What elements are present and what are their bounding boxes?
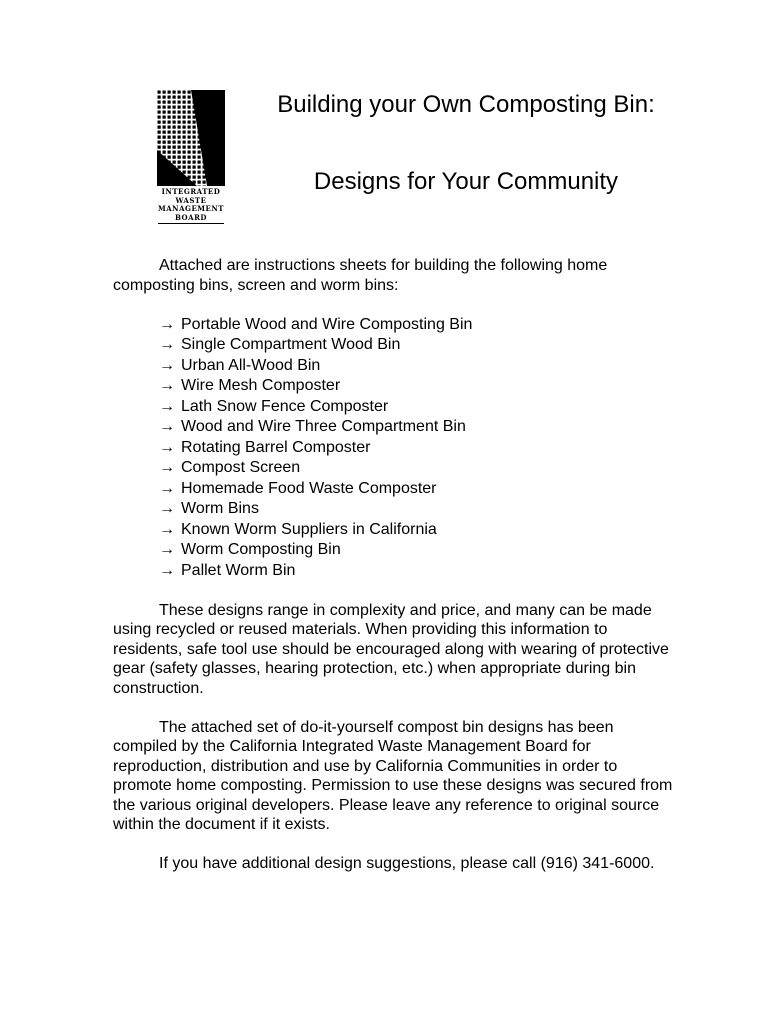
list-item (159, 479, 673, 500)
arrow-icon: → (159, 397, 175, 415)
arrow-icon: → (159, 418, 175, 435)
logo-line: WASTE (175, 195, 207, 205)
list-item (159, 438, 673, 459)
list-item-label: Rotating Barrel Composter (181, 438, 371, 456)
arrow-icon: → (159, 377, 175, 394)
logo-line: MANAGEMENT (157, 204, 224, 213)
list-item (159, 356, 673, 377)
list-item-label: Pallet Worm Bin (181, 561, 296, 579)
list-item-label: Lath Snow Fence Composter (181, 397, 389, 415)
arrow-icon: → (159, 356, 175, 374)
list-item-label: Single Compartment Wood Bin (181, 336, 401, 353)
logo-caption (154, 188, 228, 222)
page-title: Building your Own Composting Bin: (277, 91, 655, 118)
arrow-icon: → (159, 438, 175, 456)
ciwmb-logo-mark (157, 90, 225, 186)
document-body (113, 256, 673, 874)
list-item (159, 499, 673, 520)
list-item (159, 315, 673, 336)
arrow-icon: → (159, 561, 175, 579)
list-item (159, 520, 673, 541)
list-item-label: Worm Composting Bin (181, 541, 341, 558)
list-item-label: Known Worm Suppliers in California (181, 520, 437, 538)
list-item-label: Portable Wood and Wire Composting Bin (181, 315, 473, 333)
logo-underline (158, 223, 224, 224)
list-item-label: Wire Mesh Composter (181, 377, 341, 394)
title-block (270, 90, 662, 196)
body-paragraph: These designs range in complexity and price, and many can be made using recycled or reused materials. When providing this information to residents, safe tool use should be encouraged along with wearing of protective gear (safety glasses, hearing protection, etc.) when appropriate during bin construction. (113, 601, 669, 697)
ciwmb-logo (154, 88, 228, 226)
list-item-label: Compost Screen (181, 459, 301, 476)
arrow-icon: → (159, 479, 175, 497)
list-item (159, 376, 673, 397)
list-item-label: Worm Bins (181, 500, 259, 517)
arrow-icon: → (159, 315, 175, 333)
list-item-label: Wood and Wire Three Compartment Bin (181, 418, 466, 435)
arrow-icon: → (159, 500, 175, 517)
arrow-icon: → (159, 336, 175, 353)
list-item (159, 335, 673, 356)
design-list (159, 315, 673, 582)
arrow-icon: → (159, 541, 175, 558)
list-item-label: Urban All-Wood Bin (181, 356, 321, 374)
arrow-icon: → (159, 459, 175, 476)
logo-line: BOARD (175, 212, 207, 222)
intro-paragraph: Attached are instructions sheets for building the following home composting bins, screen and worm bins: (113, 257, 608, 294)
list-item (159, 458, 673, 479)
list-item (159, 417, 673, 438)
logo-line: INTEGRATED (161, 187, 221, 196)
list-item-label: Homemade Food Waste Composter (181, 479, 437, 497)
list-item (159, 540, 673, 561)
list-item (159, 397, 673, 418)
page-subtitle: Designs for Your Community (313, 168, 619, 195)
body-paragraph: The attached set of do-it-yourself compost bin designs has been compiled by the California Integrated Waste Management Board for reproduction, distribution and use by California Communities in order to promote home composting. Permission to use these designs was secured from the various original developers. Please leave any reference to original source within the document if it exists. (113, 718, 673, 833)
arrow-icon: → (159, 520, 175, 538)
contact-paragraph: If you have additional design suggestions, please call (916) 341-6000. (159, 855, 655, 872)
list-item (159, 561, 673, 582)
